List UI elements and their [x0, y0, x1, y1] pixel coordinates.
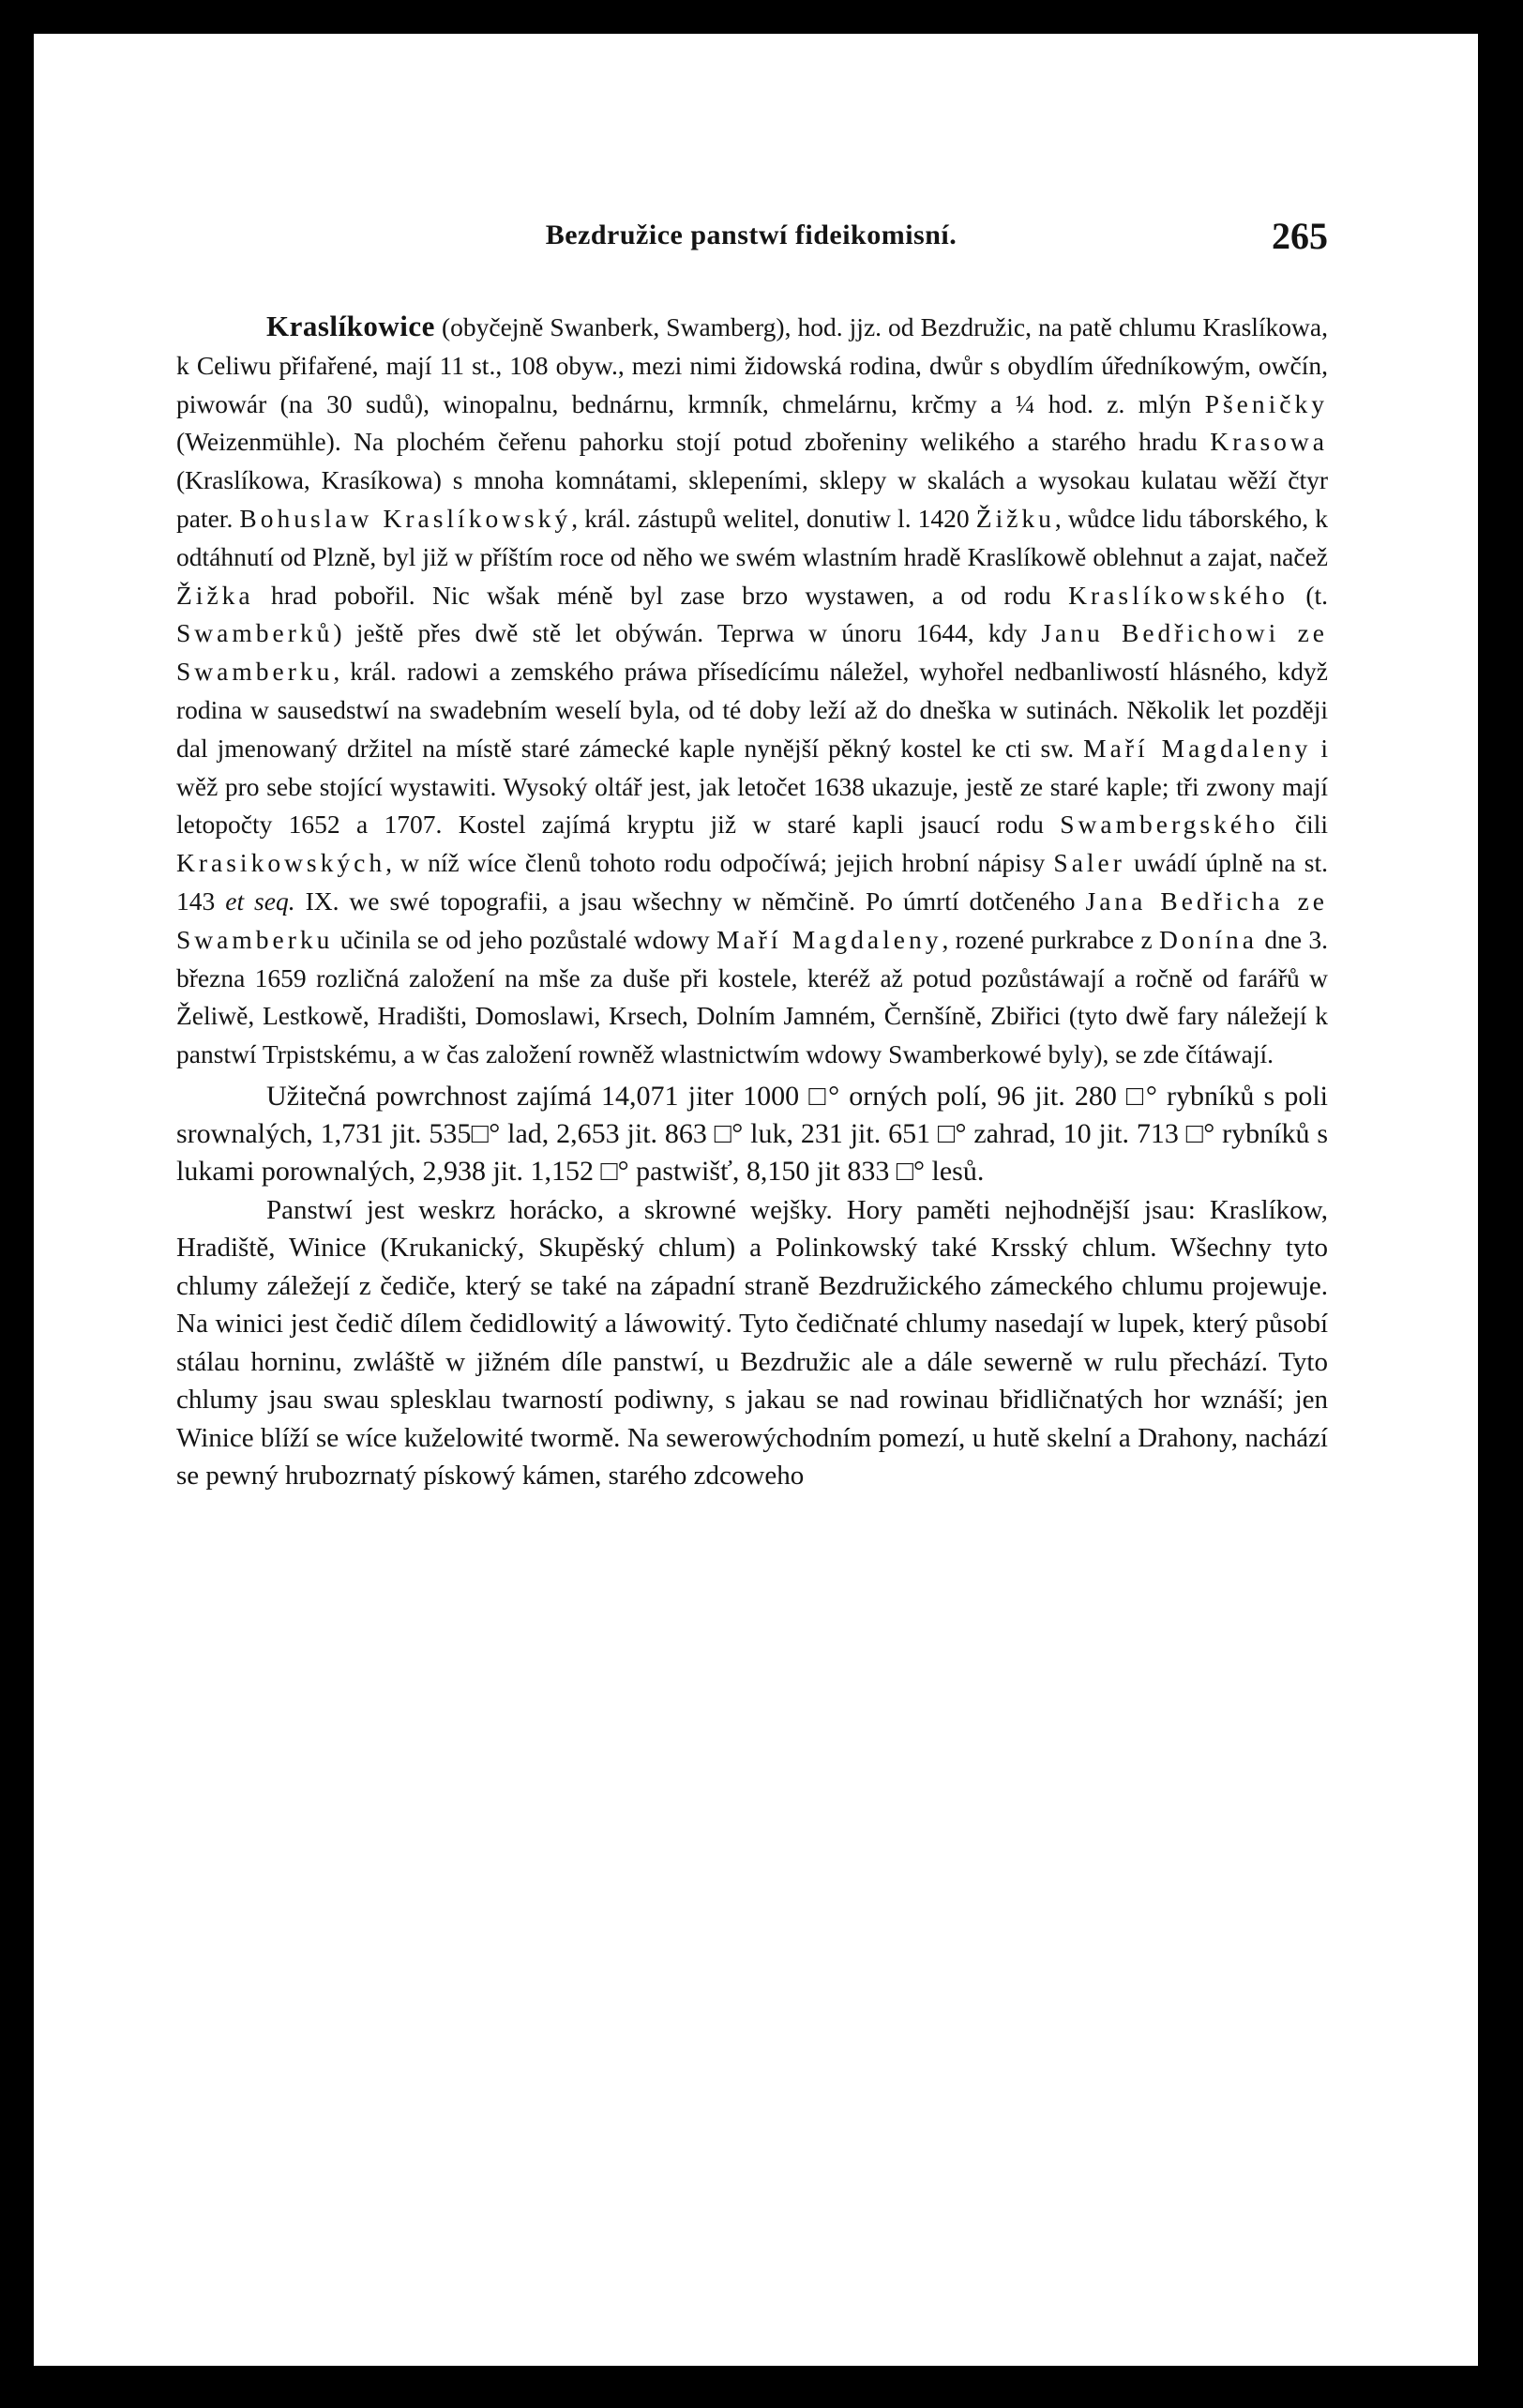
- text-run: dne 3. března 1659 rozličná založení na mše za duše při kostele, kteréž až potud pozůstáwají a ročně od farářů w Želiwě, Lestkowě, Hradišti, Domoslawi, Krsech, Dolním Jamném, Černšíně, Zbiřici (tyto dwě fary náležejí k panstwí Trpistskému, a w čas založení rowněž wlastnictwím wdowy Swamberkowé byly), se zde čítáwají.: [176, 924, 1328, 1069]
- body-text: [176, 308, 1328, 1495]
- text-run: ) ještě přes dwě stě let obýwán. Teprwa w únoru 1644, kdy: [333, 618, 1042, 648]
- spaced-name: Krasikowských: [176, 848, 386, 878]
- spaced-name: Maří Magdaleny: [1083, 733, 1312, 763]
- paragraph-kraslikowice: [176, 308, 1328, 1074]
- spaced-name: Krasowa: [1210, 427, 1328, 457]
- text-run: , král. radowi a zemského práwa přísedícímu náležel, wyhořel nedbanliwostí hlásného, když rodina w sausedstwí na swadebním weselí byla, od té doby leží až do dneška w sutinách. Několik let později dal jmenowaný držitel na místě staré zámecké kaple nynější pěkný kostel ke cti sw.: [176, 657, 1328, 763]
- spaced-name: Donína: [1159, 924, 1259, 954]
- text-run: IX. we swé topografii, a jsau wšechny w němčině. Po úmrtí dotčeného: [294, 886, 1086, 916]
- text-run: (Weizenmühle). Na plochém čeřenu pahorku stojí potud zbořeniny welikého a starého hradu: [176, 427, 1211, 457]
- spaced-name: Swamberků: [176, 618, 334, 648]
- text-run: učinila se od jeho pozůstalé wdowy: [333, 924, 716, 954]
- running-title: Bezdružice panstwí fideikomisní.: [545, 220, 958, 250]
- text-run: , wůdce lidu táborského, k odtáhnutí od Plzně, byl již w příštím roce od něho we swém wlastním hradě Kraslíkowě oblehnut a zajat, načež: [176, 503, 1328, 571]
- spaced-name: Swambergského: [1060, 810, 1279, 840]
- entry-heading: Kraslíkowice: [266, 310, 435, 342]
- paragraph-usable-area: Užitečná powrchnost zajímá 14,071 jiter 1000 □° orných polí, 96 jit. 280 □° rybníků s poli srownalých, 1,731 jit. 535□° lad, 2,653 jit. 863 □° luk, 231 jit. 651 □° zahrad, 10 jit. 713 □° rybníků s lukami porownalých, 2,938 jit. 1,152 □° pastwišť, 8,150 jit 833 □° lesů.: [176, 1080, 1328, 1188]
- text-run: , rozené purkrabce z: [942, 924, 1160, 954]
- book-page: [34, 34, 1478, 2366]
- text-run: (Kraslíkowa, Krasíkowa) s mnoha komnátami, sklepeními, sklepy w skalách a wysokau kulatau wěží čtyr pater.: [176, 465, 1328, 533]
- spaced-name: Bohuslaw Kraslíkowský: [239, 503, 572, 533]
- spaced-name: Kraslíkowského: [1068, 580, 1289, 610]
- paragraph-geology: Panstwí jest weskrz horácko, a skrowné wejšky. Hory paměti nejhodnější jsau: Kraslíkow, Hradiště, Winice (Krukanický, Skupěský chlum) a Polinkowský také Krsský chlum. Wšechny tyto chlumy záležejí z čediče, který se také na západní straně Bezdružického zámeckého chlumu projewuje. Na winici jest čedič dílem čedidlowitý a láwowitý. Tyto čedičnaté chlumy nasedají w lupek, který působí stálau horninu, zwláště w jižném díle panstwí, u Bezdružic ale a dále sewerně w rulu přechází. Tyto chlumy jsau swau splesklau twarností podiwny, s jakau se nad rowinau břidličnatých hor wznáší; jen Winice blíží se wíce kuželowité twormě. Na sewerowýchodním pomezí, u hutě skelní a Drahony, nachází se pewný hrubozrnatý pískowý kámen, starého zdcoweho: [176, 1194, 1328, 1492]
- italic-abbreviation: et seq.: [225, 886, 295, 916]
- text-run: (obyčejně Swanberk, Swamberg), hod. jjz. od Bezdružic, na patě chlumu Kraslíkowa, k Celiwu přifařené, mají 11 st., 108 obyw., mezi nimi židowská rodina, dwůr s obydlím úředníkowým, owčín, piwowár (na 30 sudů), winopalnu, bednárnu, krmník, chmelárnu, krčmy a ¼ hod. z. mlýn: [176, 312, 1328, 418]
- spaced-name: Jana Bedřicha ze Swamberku: [176, 886, 1328, 954]
- spaced-name: Pšeničky: [1204, 388, 1328, 418]
- text-run: (t.: [1288, 580, 1328, 610]
- spaced-name: Žižka: [176, 580, 254, 610]
- spaced-name: Žižku: [975, 503, 1055, 533]
- text-run: hrad pobořil. Nic wšak méně byl zase brzo wystawen, a od rodu: [253, 580, 1069, 610]
- spaced-name: Janu Bedřichowi ze Swamberku: [176, 618, 1328, 687]
- text-run: i wěž pro sebe stojící wystawiti. Wysoký oltář jest, jak letočet 1638 ukazuje, jestě ze staré kaple; tři zwony mají letopočty 1652 a 1707. Kostel zajímá kryptu již w staré kapli jsaucí rodu: [176, 733, 1329, 840]
- spaced-name: Saler: [1053, 848, 1125, 878]
- page-number: 265: [1272, 215, 1328, 257]
- text-run: , w níž wíce členů tohoto rodu odpočíwá; jejich hrobní nápisy: [385, 848, 1054, 878]
- text-run: čili: [1278, 810, 1328, 840]
- spaced-name: Maří Magdaleny: [716, 924, 942, 954]
- text-run: uwádí úplně na st. 143: [176, 848, 1328, 916]
- page-header: [174, 215, 1328, 276]
- text-run: , král. zástupů welitel, donutiw l. 1420: [571, 503, 976, 533]
